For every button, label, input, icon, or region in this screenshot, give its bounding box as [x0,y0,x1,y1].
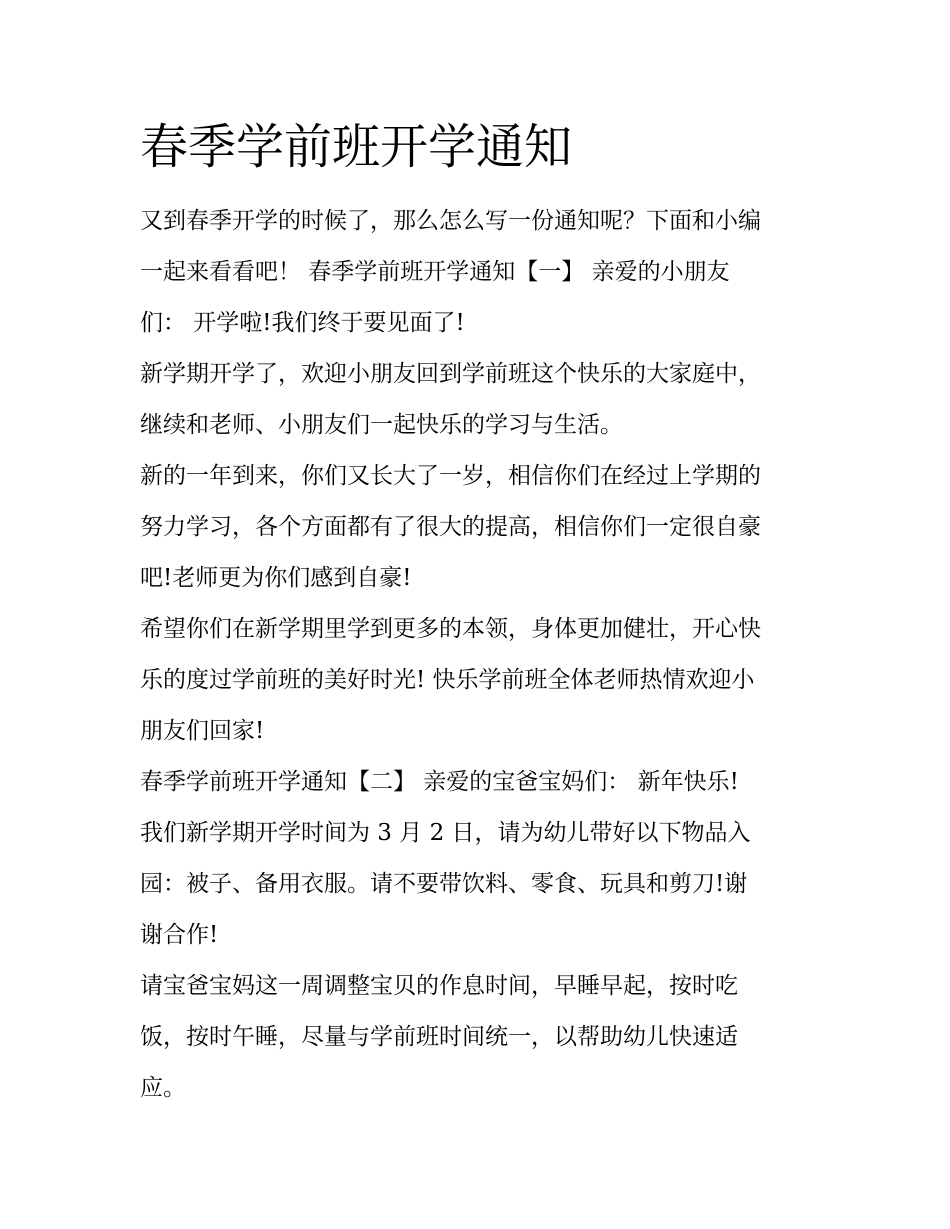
body-line: 新学期开学了，欢迎小朋友回到学前班这个快乐的大家庭中， [140,361,761,387]
body-line: 园：被子、备用衣服。请不要带饮料、零食、玩具和剪刀!谢 [140,871,748,897]
body-line: 又到春季开学的时候了，那么怎么写一份通知呢？下面和小编 [140,208,761,234]
body-line: 们： 开学啦!我们终于要见面了! [140,310,465,336]
body-line: 春季学前班开学通知【二】 亲爱的宝爸宝妈们： 新年快乐! [140,769,739,795]
body-line: 继续和老师、小朋友们一起快乐的学习与生活。 [140,412,623,438]
body-line: 新的一年到来，你们又长大了一岁，相信你们在经过上学期的 [140,463,761,489]
body-line: 我们新学期开学时间为 3 月 2 日，请为幼儿带好以下物品入 [140,820,751,846]
body-line: 应。 [140,1075,186,1101]
body-line: 努力学习，各个方面都有了很大的提高，相信你们一定很自豪 [140,514,761,540]
body-line: 请宝爸宝妈这一周调整宝贝的作息时间，早睡早起，按时吃 [140,973,738,999]
body-line: 谢合作! [140,922,219,948]
body-line: 希望你们在新学期里学到更多的本领，身体更加健壮，开心快 [140,616,761,642]
body-line: 饭，按时午睡，尽量与学前班时间统一，以帮助幼儿快速适 [140,1024,738,1050]
page-title: 春季学前班开学通知 [140,119,573,175]
body-line: 吧!老师更为你们感到自豪! [140,565,412,591]
body-line: 一起来看看吧！ 春季学前班开学通知【一】 亲爱的小朋友 [140,259,730,285]
body-line: 乐的度过学前班的美好时光! 快乐学前班全体老师热情欢迎小 [140,667,755,693]
body-line: 朋友们回家! [140,718,265,744]
